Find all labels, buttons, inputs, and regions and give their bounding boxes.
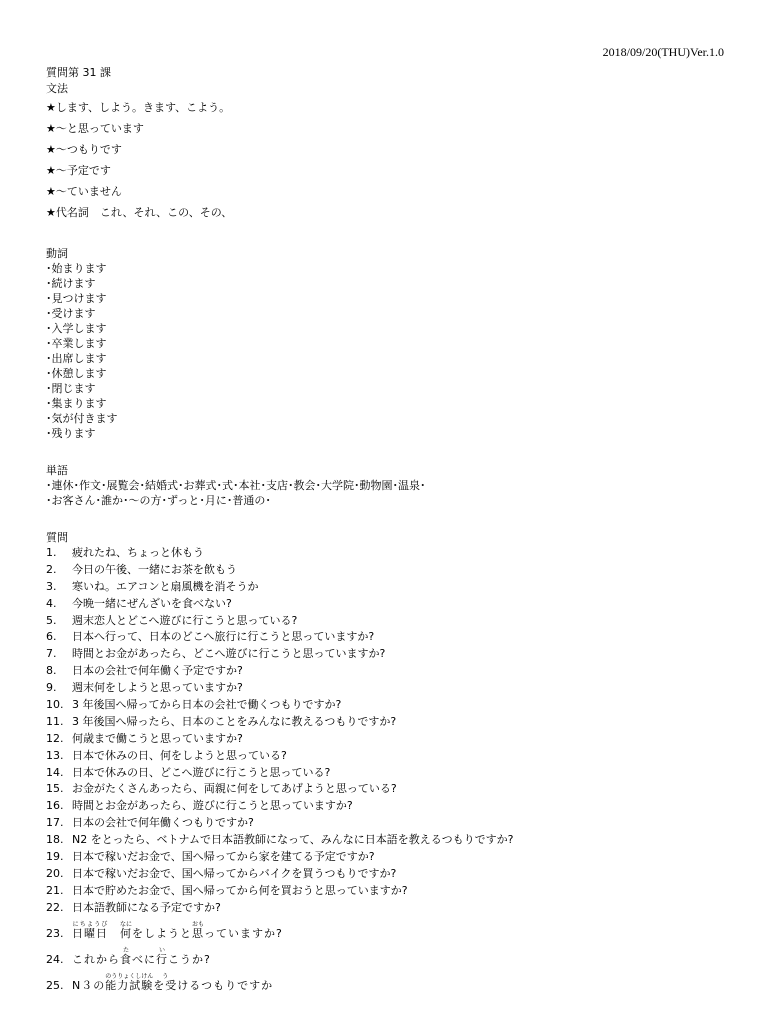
verb-item: ･続けます (46, 277, 96, 290)
document-body (46, 66, 736, 995)
question-item (46, 849, 736, 866)
question-item (46, 663, 736, 680)
vocabulary-heading: 単語 (46, 464, 68, 477)
question-item (46, 815, 736, 832)
furigana-reading: おも (192, 920, 205, 928)
question-number: 25. (46, 978, 64, 992)
question-number: 23. (46, 926, 64, 940)
question-text: 日本で休みの日、何をしようと思っている? (72, 748, 287, 762)
question-item (46, 969, 736, 995)
grammar-item: ★～と思っています (46, 122, 144, 135)
question-number: 14. (46, 765, 64, 779)
question-number: 22. (46, 900, 64, 914)
question-text: 日本で稼いだお金で、国へ帰ってからバイクを買うつもりですか? (72, 866, 397, 880)
grammar-item: ★～予定です (46, 164, 111, 177)
text-segment: こうか? (168, 952, 211, 966)
question-number: 6. (46, 630, 57, 644)
kanji-base: を受 (153, 978, 178, 992)
question-item (46, 579, 736, 596)
kanji-base: 行 (156, 952, 168, 966)
verb-item: ･受けます (46, 307, 96, 320)
verb-item: ･気が付きます (46, 412, 118, 425)
question-text: 日本の会社で何年働くつもりですか? (72, 816, 254, 830)
question-text: 時間とお金があったら、どこへ遊びに行こうと思っていますか? (72, 647, 386, 661)
question-item (46, 731, 736, 748)
question-item (46, 765, 736, 782)
question-item (46, 943, 736, 969)
question-item (46, 596, 736, 613)
text-segment: けるつもりですか (177, 978, 274, 992)
furigana-word (72, 920, 108, 940)
furigana-reading: のうりょくしけん (105, 972, 154, 980)
grammar-item: ★～ていません (46, 185, 122, 198)
verb-item: ･閉じます (46, 382, 96, 395)
verb-list (46, 261, 736, 441)
question-text: 時間とお金があったら、遊びに行こうと思っていますか? (72, 799, 353, 813)
question-number: 21. (46, 883, 64, 897)
question-number: 13. (46, 748, 64, 762)
text-segment: べに (132, 952, 156, 966)
furigana-word (153, 972, 178, 992)
question-text: 日本で貯めたお金で、国へ帰ってから何を買おうと思っていますか? (72, 883, 408, 897)
question-number: 24. (46, 952, 64, 966)
question-number: 4. (46, 596, 57, 610)
verb-item: ･集まります (46, 397, 107, 410)
question-item (46, 781, 736, 798)
kanji-base: 食 (120, 952, 132, 966)
question-number: 2. (46, 562, 57, 576)
question-text: 疲れたね、ちょっと休もう (72, 546, 204, 559)
page-title: 質問第 31 課 (46, 66, 111, 79)
question-item (46, 697, 736, 714)
verb-item: ･残ります (46, 427, 96, 440)
verb-item: ･始まります (46, 262, 107, 275)
questions-heading: 質問 (46, 531, 68, 544)
question-text: お金がたくさんあったら、両親に何をしてあげようと思っている? (72, 782, 397, 796)
question-number: 11. (46, 714, 64, 728)
question-item (46, 900, 736, 917)
spacer (46, 508, 736, 530)
question-number: 9. (46, 681, 57, 695)
question-number: 5. (46, 613, 57, 627)
question-text (72, 921, 736, 943)
text-segment: をしようと (132, 926, 192, 940)
question-item (46, 562, 736, 579)
ruby-question-list (46, 917, 736, 995)
furigana-reading: う (153, 972, 178, 980)
furigana-word (192, 920, 205, 940)
question-text: 今日の午後、一緒にお茶を飲もう (72, 562, 237, 576)
question-number: 10. (46, 698, 64, 712)
question-number: 8. (46, 664, 57, 678)
question-text: N2 をとったら、ベトナムで日本語教師になって、みんなに日本語を教えるつもりですか? (72, 833, 514, 847)
furigana-word (156, 946, 168, 966)
question-text: 週末恋人とどこへ遊びに行こうと思っている? (72, 613, 298, 627)
question-number: 1. (46, 546, 57, 559)
text-segment: っていますか? (204, 926, 283, 940)
question-item (46, 832, 736, 849)
question-number: 3. (46, 579, 57, 593)
verbs-heading: 動詞 (46, 247, 68, 260)
question-number: 20. (46, 866, 64, 880)
furigana-reading: なに (120, 920, 133, 928)
question-text: 3 年後国へ帰ってから日本の会社で働くつもりですか? (72, 698, 342, 712)
question-number: 15. (46, 782, 64, 796)
verb-item: ･見つけます (46, 292, 107, 305)
verb-item: ･入学します (46, 322, 107, 335)
question-text: 日本で休みの日、どこへ遊びに行こうと思っている? (72, 765, 331, 779)
question-text: 日本語教師になる予定ですか? (72, 900, 221, 914)
question-item (46, 629, 736, 646)
question-item (46, 748, 736, 765)
question-text (72, 947, 736, 969)
question-item (46, 545, 736, 562)
grammar-item: ★します、しよう。きます、こよう。 (46, 101, 231, 114)
furigana-word (120, 920, 133, 940)
question-text: 3 年後国へ帰ったら、日本のことをみんなに教えるつもりですか? (72, 714, 397, 728)
kanji-base: 日曜日 (72, 926, 108, 940)
question-text: 何歳まで働こうと思っていますか? (72, 731, 243, 745)
kanji-base: 何 (120, 926, 132, 940)
spacer (46, 441, 736, 463)
furigana-reading: い (156, 946, 168, 954)
furigana-reading: た (120, 946, 132, 954)
verb-item: ･卒業します (46, 337, 107, 350)
grammar-item: ★代名詞 これ、それ、この、その、 (46, 206, 233, 219)
question-text: 寒いね。エアコンと扇風機を消そうか (72, 579, 259, 593)
grammar-list (46, 97, 736, 223)
question-item (46, 798, 736, 815)
furigana-word (105, 972, 154, 992)
question-item (46, 680, 736, 697)
question-item (46, 613, 736, 630)
question-item (46, 646, 736, 663)
question-number: 7. (46, 647, 57, 661)
question-text: 日本へ行って、日本のどこへ旅行に行こうと思っていますか? (72, 630, 375, 644)
question-item (46, 866, 736, 883)
kanji-base: 能力試験 (105, 978, 154, 992)
question-number: 17. (46, 816, 64, 830)
question-number: 16. (46, 799, 64, 813)
spacer (46, 223, 736, 246)
kanji-base: 思 (192, 926, 204, 940)
vocabulary-line: ･お客さん･誰か･～の方･ずっと･月に･普通の･ (46, 494, 271, 507)
question-number: 12. (46, 731, 64, 745)
verb-item: ･休憩します (46, 367, 107, 380)
vocabulary-line: ･連休･作文･展覧会･結婚式･お葬式･式･本社･支店･教会･大学院･動物園･温泉･ (46, 479, 426, 492)
question-number: 18. (46, 833, 64, 847)
verb-item: ･出席します (46, 352, 107, 365)
text-segment (108, 927, 120, 940)
question-item (46, 883, 736, 900)
question-item (46, 917, 736, 943)
grammar-item: ★～つもりです (46, 143, 122, 156)
question-text: 日本の会社で何年働く予定ですか? (72, 664, 243, 678)
question-text: 日本で稼いだお金で、国へ帰ってから家を建てる予定ですか? (72, 850, 375, 864)
text-segment: N３の (72, 978, 106, 992)
question-number: 19. (46, 850, 64, 864)
version-stamp: 2018/09/20(THU)Ver.1.0 (602, 45, 724, 59)
question-text (72, 973, 736, 995)
question-text: 週末何をしようと思っていますか? (72, 681, 243, 695)
question-list (46, 545, 736, 917)
grammar-heading: 文法 (46, 82, 68, 95)
furigana-word (120, 946, 132, 966)
question-text: 今晩一緒にぜんざいを食べない? (72, 596, 232, 610)
question-item (46, 714, 736, 731)
furigana-reading: にちようび (72, 920, 108, 928)
text-segment: これから (72, 952, 120, 966)
